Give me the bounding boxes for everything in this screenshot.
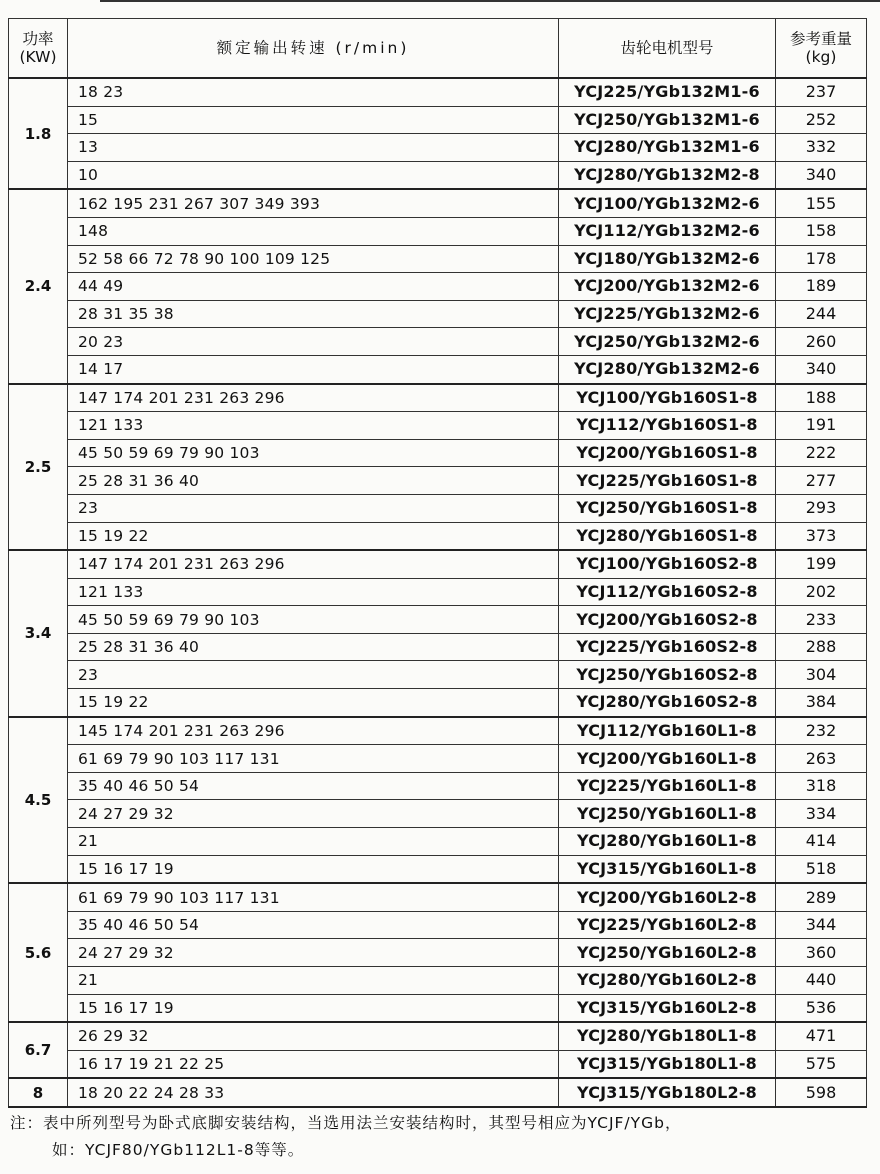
table-row	[9, 384, 867, 412]
speed-cell: 15 19 22	[68, 689, 559, 717]
model-cell: YCJ200/YGb160S1-8	[559, 439, 776, 467]
table-row	[9, 550, 867, 578]
speed-cell: 25 28 31 36 40	[68, 467, 559, 495]
model-cell: YCJ280/YGb132M2-6	[559, 355, 776, 383]
table-row	[9, 494, 867, 522]
model-cell: YCJ225/YGb160L2-8	[559, 911, 776, 939]
model-cell: YCJ250/YGb132M1-6	[559, 106, 776, 134]
model-cell: YCJ315/YGb160L2-8	[559, 994, 776, 1022]
footnote	[10, 1110, 870, 1164]
weight-cell: 263	[776, 745, 867, 773]
speed-cell: 20 23	[68, 328, 559, 356]
speed-cell: 18 23	[68, 78, 559, 106]
speed-cell: 45 50 59 69 79 90 103	[68, 606, 559, 634]
table-row	[9, 883, 867, 911]
table-row	[9, 717, 867, 745]
table-row	[9, 273, 867, 301]
weight-cell: 244	[776, 300, 867, 328]
header-power	[9, 19, 68, 79]
speed-cell: 10	[68, 161, 559, 189]
model-cell: YCJ112/YGb132M2-6	[559, 217, 776, 245]
speed-cell: 16 17 19 21 22 25	[68, 1050, 559, 1078]
speed-cell: 26 29 32	[68, 1022, 559, 1050]
model-cell: YCJ200/YGb132M2-6	[559, 273, 776, 301]
weight-cell: 318	[776, 772, 867, 800]
weight-cell: 289	[776, 883, 867, 911]
weight-cell: 158	[776, 217, 867, 245]
speed-cell: 145 174 201 231 263 296	[68, 717, 559, 745]
model-cell: YCJ250/YGb132M2-6	[559, 328, 776, 356]
weight-cell: 222	[776, 439, 867, 467]
table-row	[9, 855, 867, 883]
speed-cell: 35 40 46 50 54	[68, 911, 559, 939]
model-cell: YCJ280/YGb160S1-8	[559, 522, 776, 550]
table-header	[9, 19, 867, 79]
weight-cell: 191	[776, 412, 867, 440]
weight-cell: 332	[776, 134, 867, 162]
weight-cell: 440	[776, 967, 867, 995]
speed-cell: 23	[68, 661, 559, 689]
table-row	[9, 467, 867, 495]
speed-cell: 23	[68, 494, 559, 522]
table-row	[9, 355, 867, 383]
power-cell: 5.6	[9, 883, 68, 1022]
table-row	[9, 828, 867, 856]
table-row	[9, 217, 867, 245]
speed-cell: 147 174 201 231 263 296	[68, 384, 559, 412]
speed-cell: 162 195 231 267 307 349 393	[68, 189, 559, 217]
header-speed: 额定输出转速 (r/min)	[68, 19, 559, 79]
speed-cell: 121 133	[68, 412, 559, 440]
table-row	[9, 1050, 867, 1078]
model-cell: YCJ112/YGb160S2-8	[559, 578, 776, 606]
power-cell: 6.7	[9, 1022, 68, 1078]
model-cell: YCJ250/YGb160L1-8	[559, 800, 776, 828]
model-cell: YCJ112/YGb160L1-8	[559, 717, 776, 745]
model-cell: YCJ250/YGb160S2-8	[559, 661, 776, 689]
table-row	[9, 1078, 867, 1107]
weight-cell: 360	[776, 939, 867, 967]
table-row	[9, 1022, 867, 1050]
model-cell: YCJ225/YGb160S2-8	[559, 633, 776, 661]
power-cell: 8	[9, 1078, 68, 1107]
weight-cell: 277	[776, 467, 867, 495]
model-cell: YCJ280/YGb160L2-8	[559, 967, 776, 995]
table-row	[9, 78, 867, 106]
table-row	[9, 439, 867, 467]
power-cell: 2.5	[9, 384, 68, 551]
speed-cell: 15 16 17 19	[68, 855, 559, 883]
header-weight-unit: (kg)	[805, 48, 837, 66]
weight-cell: 384	[776, 689, 867, 717]
speed-cell: 121 133	[68, 578, 559, 606]
weight-cell: 252	[776, 106, 867, 134]
model-cell: YCJ280/YGb132M1-6	[559, 134, 776, 162]
model-cell: YCJ280/YGb180L1-8	[559, 1022, 776, 1050]
speed-cell: 21	[68, 967, 559, 995]
table-row	[9, 189, 867, 217]
speed-cell: 148	[68, 217, 559, 245]
model-cell: YCJ280/YGb132M2-8	[559, 161, 776, 189]
weight-cell: 155	[776, 189, 867, 217]
weight-cell: 344	[776, 911, 867, 939]
weight-cell: 189	[776, 273, 867, 301]
speed-cell: 61 69 79 90 103 117 131	[68, 745, 559, 773]
weight-cell: 471	[776, 1022, 867, 1050]
power-cell: 1.8	[9, 78, 68, 189]
model-cell: YCJ315/YGb180L1-8	[559, 1050, 776, 1078]
speed-cell: 45 50 59 69 79 90 103	[68, 439, 559, 467]
weight-cell: 293	[776, 494, 867, 522]
power-cell: 2.4	[9, 189, 68, 383]
model-cell: YCJ225/YGb160S1-8	[559, 467, 776, 495]
table-row	[9, 772, 867, 800]
model-cell: YCJ100/YGb160S1-8	[559, 384, 776, 412]
speed-cell: 52 58 66 72 78 90 100 109 125	[68, 245, 559, 273]
speed-cell: 18 20 22 24 28 33	[68, 1078, 559, 1107]
weight-cell: 518	[776, 855, 867, 883]
speed-cell: 24 27 29 32	[68, 939, 559, 967]
model-cell: YCJ280/YGb160L1-8	[559, 828, 776, 856]
header-weight	[776, 19, 867, 79]
table-row	[9, 161, 867, 189]
speed-cell: 15 19 22	[68, 522, 559, 550]
model-cell: YCJ200/YGb160L2-8	[559, 883, 776, 911]
table-row	[9, 689, 867, 717]
speed-cell: 25 28 31 36 40	[68, 633, 559, 661]
model-cell: YCJ225/YGb160L1-8	[559, 772, 776, 800]
table-row	[9, 134, 867, 162]
model-cell: YCJ180/YGb132M2-6	[559, 245, 776, 273]
table-row	[9, 245, 867, 273]
speed-cell: 21	[68, 828, 559, 856]
top-rule	[100, 0, 880, 8]
speed-cell: 15 16 17 19	[68, 994, 559, 1022]
table-row	[9, 800, 867, 828]
table-row	[9, 661, 867, 689]
weight-cell: 233	[776, 606, 867, 634]
table-row	[9, 994, 867, 1022]
table-row	[9, 412, 867, 440]
weight-cell: 232	[776, 717, 867, 745]
weight-cell: 598	[776, 1078, 867, 1107]
weight-cell: 288	[776, 633, 867, 661]
header-power-label: 功率	[22, 30, 54, 48]
table-row	[9, 633, 867, 661]
speed-cell: 13	[68, 134, 559, 162]
power-cell: 3.4	[9, 550, 68, 717]
speed-cell: 44 49	[68, 273, 559, 301]
weight-cell: 304	[776, 661, 867, 689]
table-row	[9, 911, 867, 939]
model-cell: YCJ315/YGb160L1-8	[559, 855, 776, 883]
header-power-unit: (KW)	[19, 48, 57, 66]
speed-cell: 24 27 29 32	[68, 800, 559, 828]
gear-motor-spec-table	[8, 18, 867, 1108]
footnote-line-1: 注：表中所列型号为卧式底脚安装结构，当选用法兰安装结构时，其型号相应为YCJF/YGb，	[10, 1114, 682, 1132]
weight-cell: 237	[776, 78, 867, 106]
model-cell: YCJ112/YGb160S1-8	[559, 412, 776, 440]
model-cell: YCJ200/YGb160S2-8	[559, 606, 776, 634]
table-row	[9, 328, 867, 356]
weight-cell: 340	[776, 161, 867, 189]
model-cell: YCJ250/YGb160S1-8	[559, 494, 776, 522]
speed-cell: 147 174 201 231 263 296	[68, 550, 559, 578]
table-row	[9, 606, 867, 634]
header-model: 齿轮电机型号	[559, 19, 776, 79]
weight-cell: 340	[776, 355, 867, 383]
speed-cell: 15	[68, 106, 559, 134]
speed-cell: 28 31 35 38	[68, 300, 559, 328]
weight-cell: 414	[776, 828, 867, 856]
model-cell: YCJ100/YGb132M2-6	[559, 189, 776, 217]
weight-cell: 199	[776, 550, 867, 578]
weight-cell: 536	[776, 994, 867, 1022]
model-cell: YCJ250/YGb160L2-8	[559, 939, 776, 967]
model-cell: YCJ280/YGb160S2-8	[559, 689, 776, 717]
model-cell: YCJ315/YGb180L2-8	[559, 1078, 776, 1107]
weight-cell: 178	[776, 245, 867, 273]
speed-cell: 35 40 46 50 54	[68, 772, 559, 800]
table-row	[9, 106, 867, 134]
speed-cell: 14 17	[68, 355, 559, 383]
model-cell: YCJ100/YGb160S2-8	[559, 550, 776, 578]
table-row	[9, 578, 867, 606]
weight-cell: 575	[776, 1050, 867, 1078]
table-body	[9, 78, 867, 1107]
weight-cell: 373	[776, 522, 867, 550]
table-row	[9, 522, 867, 550]
weight-cell: 334	[776, 800, 867, 828]
table-row	[9, 967, 867, 995]
table-row	[9, 939, 867, 967]
speed-cell: 61 69 79 90 103 117 131	[68, 883, 559, 911]
table-row	[9, 300, 867, 328]
model-cell: YCJ200/YGb160L1-8	[559, 745, 776, 773]
model-cell: YCJ225/YGb132M2-6	[559, 300, 776, 328]
weight-cell: 260	[776, 328, 867, 356]
power-cell: 4.5	[9, 717, 68, 884]
model-cell: YCJ225/YGb132M1-6	[559, 78, 776, 106]
table-row	[9, 745, 867, 773]
header-weight-label: 参考重量	[789, 30, 852, 48]
footnote-line-2: 如：YCJF80/YGb112L1-8等等。	[52, 1141, 305, 1159]
weight-cell: 202	[776, 578, 867, 606]
weight-cell: 188	[776, 384, 867, 412]
